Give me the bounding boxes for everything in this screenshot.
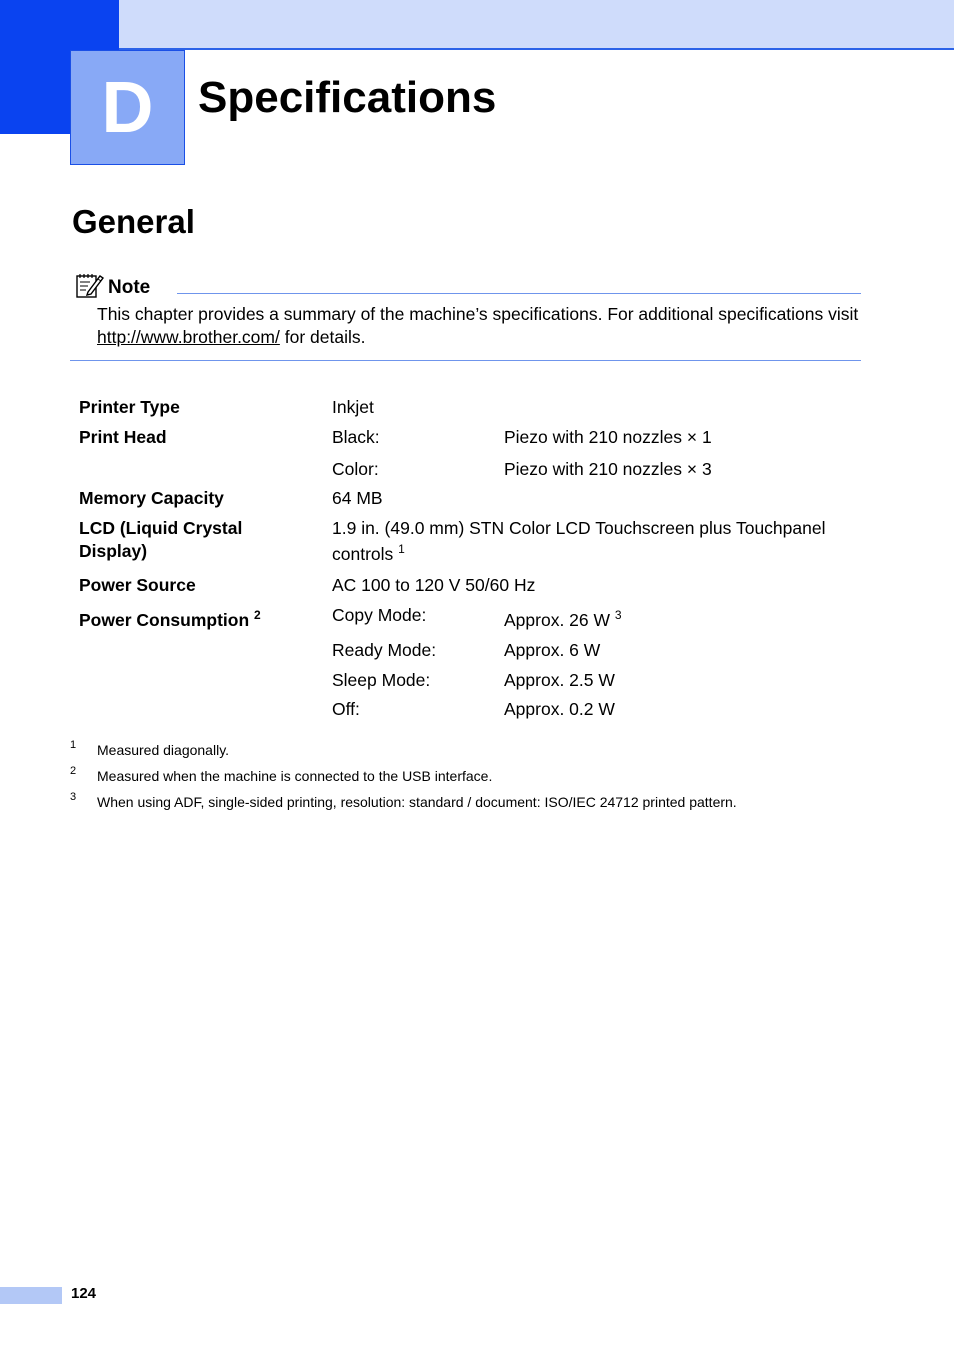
printer-type-value: Inkjet (332, 397, 374, 417)
footer-bar (0, 1287, 62, 1304)
print-head-color-value: Piezo with 210 nozzles × 3 (504, 459, 712, 479)
memory-capacity-label: Memory Capacity (79, 488, 224, 508)
note-divider-top (177, 293, 861, 294)
page-number: 124 (71, 1285, 97, 1302)
note-pencil-icon (74, 270, 104, 300)
chapter-title: Specifications (198, 73, 497, 122)
chapter-letter: D (101, 67, 154, 148)
ready-mode-label: Ready Mode: (332, 640, 437, 660)
footnote-2-text: Measured when the machine is connected to the USB interface. (97, 768, 493, 784)
header-band (119, 0, 954, 50)
off-mode-label: Off: (332, 699, 360, 719)
note-text (97, 303, 867, 349)
power-source-label: Power Source (79, 575, 196, 595)
footnote-1-number: 1 (70, 739, 77, 751)
footnote-1-text: Measured diagonally. (97, 742, 230, 758)
section-title: General (72, 203, 195, 240)
chapter-box (70, 50, 185, 165)
note-text-before: This chapter provides a summary of the machine’s specifications. For additional specifications visit (97, 304, 859, 324)
copy-mode-label: Copy Mode: (332, 605, 427, 625)
printer-type-label: Printer Type (79, 397, 180, 417)
lcd-value (332, 517, 862, 563)
footnote-3-number: 3 (70, 791, 77, 803)
note-divider-bottom (70, 360, 861, 361)
lcd-value-line2: controls (332, 544, 394, 564)
power-source-value: AC 100 to 120 V 50/60 Hz (332, 575, 536, 595)
footnote-2-number: 2 (70, 765, 77, 777)
copy-mode-value (504, 609, 622, 632)
lcd-value-line1: 1.9 in. (49.0 mm) STN Color LCD Touchscreen plus Touchpanel (332, 518, 826, 538)
lcd-label (79, 517, 242, 563)
power-consumption-label-text: Power Consumption (79, 610, 250, 630)
lcd-label-line2: Display) (79, 541, 148, 561)
power-consumption-footnote-ref[interactable]: 2 (254, 608, 261, 623)
print-head-black-label: Black: (332, 427, 380, 447)
footnote-3-text: When using ADF, single-sided printing, resolution: standard / document: ISO/IEC 24712 printed pattern. (97, 794, 737, 810)
brother-website-link[interactable]: http://www.brother.com/ (97, 327, 280, 347)
copy-mode-footnote-ref[interactable]: 3 (614, 608, 622, 623)
ready-mode-value: Approx. 6 W (504, 640, 601, 660)
print-head-label: Print Head (79, 427, 167, 447)
lcd-label-line1: LCD (Liquid Crystal (79, 518, 243, 538)
print-head-color-label: Color: (332, 459, 379, 479)
print-head-black-value: Piezo with 210 nozzles × 1 (504, 427, 712, 447)
note-text-after: for details. (279, 327, 366, 347)
sleep-mode-label: Sleep Mode: (332, 670, 431, 690)
copy-mode-value-text: Approx. 26 W (504, 610, 611, 630)
lcd-footnote-ref[interactable]: 1 (398, 542, 405, 557)
note-label: Note (108, 277, 151, 298)
sleep-mode-value: Approx. 2.5 W (504, 670, 615, 690)
power-consumption-label (79, 609, 261, 632)
off-mode-value: Approx. 0.2 W (504, 699, 615, 719)
memory-capacity-value: 64 MB (332, 488, 383, 508)
